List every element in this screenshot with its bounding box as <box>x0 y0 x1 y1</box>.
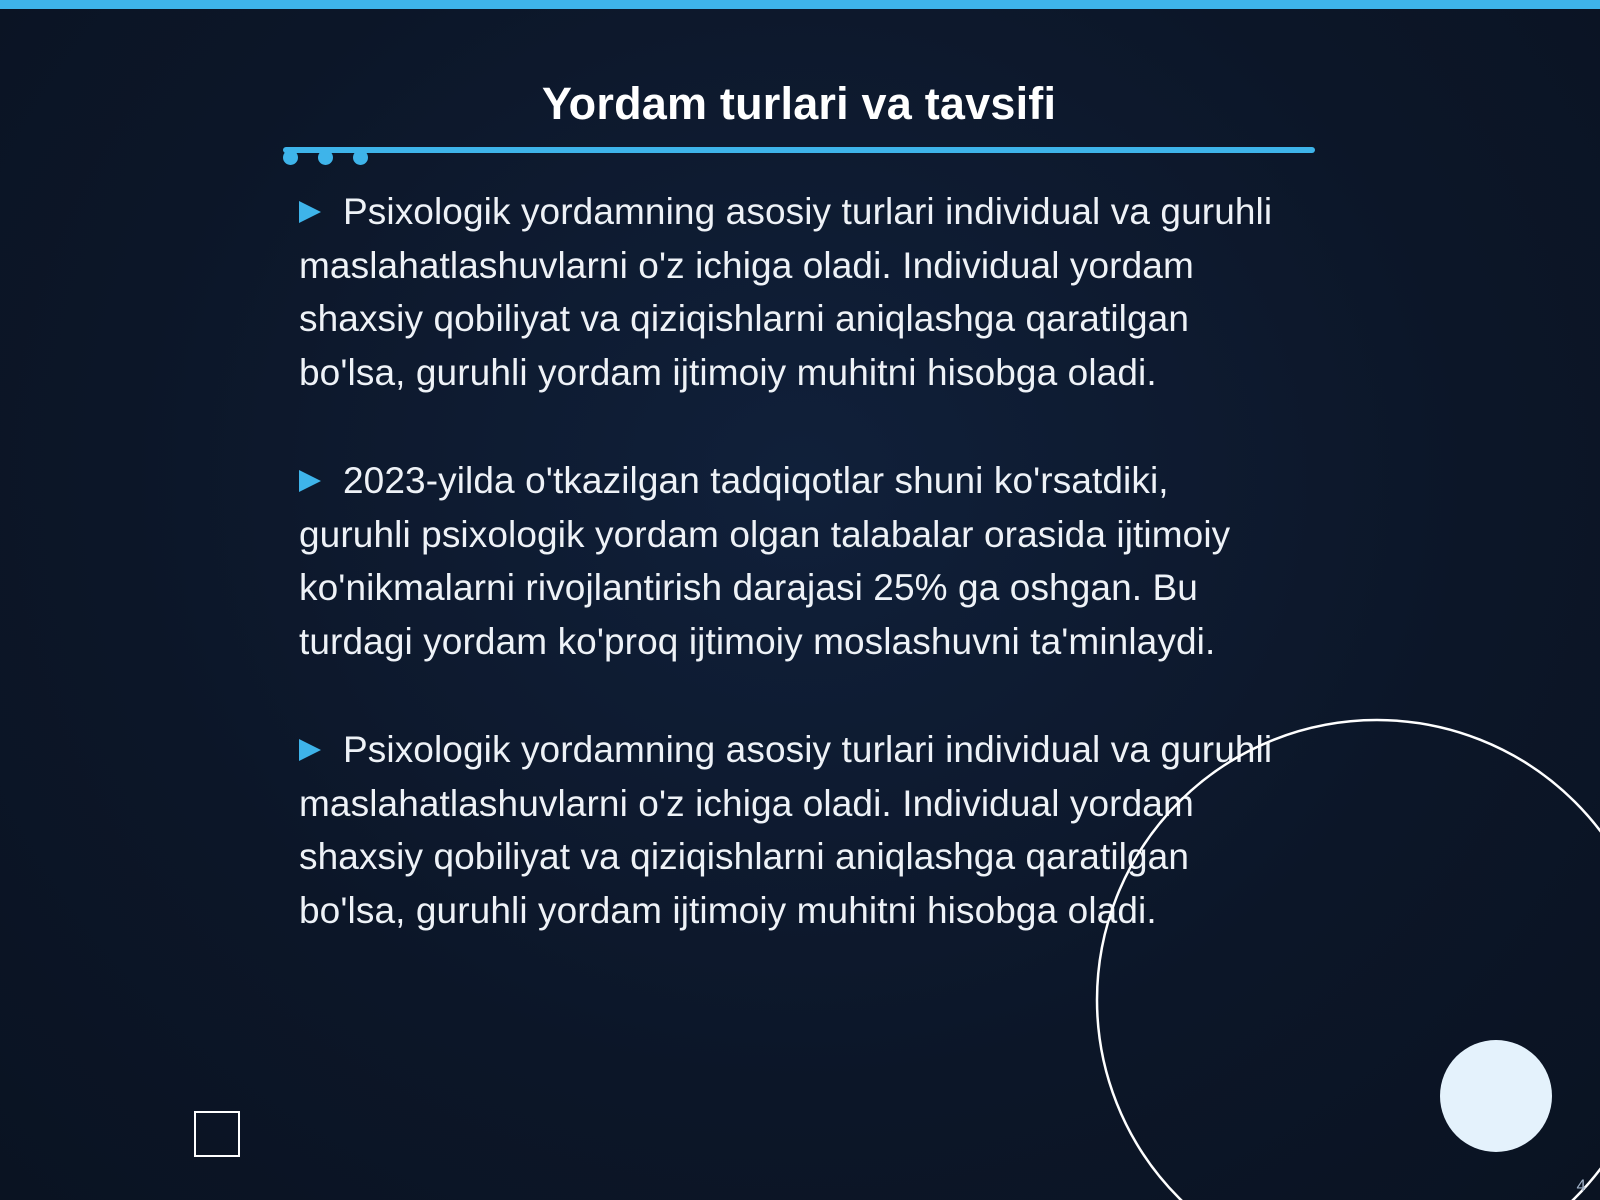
triangle-bullet-icon <box>299 470 321 492</box>
title-underline <box>283 147 1315 153</box>
accent-dot <box>353 150 368 165</box>
bullet-list <box>299 185 1289 992</box>
square-outline-decoration <box>194 1111 240 1157</box>
filled-circle-decoration <box>1440 1040 1552 1152</box>
paragraph-text: 2023-yilda o'tkazilgan tadqiqotlar shuni ko'rsatdiki, guruhli psixologik yordam olgan talabalar orasida ijtimoiy ko'nikmalarni rivojlantirish darajasi 25% ga oshgan. Bu turdagi yordam ko'proq ijtimoiy moslashuvni ta'minlaydi. <box>299 460 1231 662</box>
triangle-bullet-icon <box>299 739 321 761</box>
bullet-paragraph <box>299 454 1289 668</box>
bullet-paragraph <box>299 185 1289 399</box>
page-number: 4 <box>1576 1176 1586 1195</box>
accent-dot <box>318 150 333 165</box>
slide-title: Yordam turlari va tavsifi <box>541 78 1057 129</box>
paragraph-text: Psixologik yordamning asosiy turlari individual va guruhli maslahatlashuvlarni o'z ichiga oladi. Individual yordam shaxsiy qobiliyat va qiziqishlarni aniqlashga qaratilgan bo'lsa, guruhli yordam ijtimoiy muhitni hisobga oladi. <box>299 191 1273 393</box>
title-dots <box>283 150 373 166</box>
paragraph-text: Psixologik yordamning asosiy turlari individual va guruhli maslahatlashuvlarni o'z ichiga oladi. Individual yordam shaxsiy qobiliyat va qiziqishlarni aniqlashga qaratilgan bo'lsa, guruhli yordam ijtimoiy muhitni hisobga oladi. <box>299 729 1273 931</box>
bullet-paragraph <box>299 723 1289 937</box>
accent-dot <box>283 150 298 165</box>
triangle-bullet-icon <box>299 201 321 223</box>
top-accent-bar <box>0 0 1600 9</box>
